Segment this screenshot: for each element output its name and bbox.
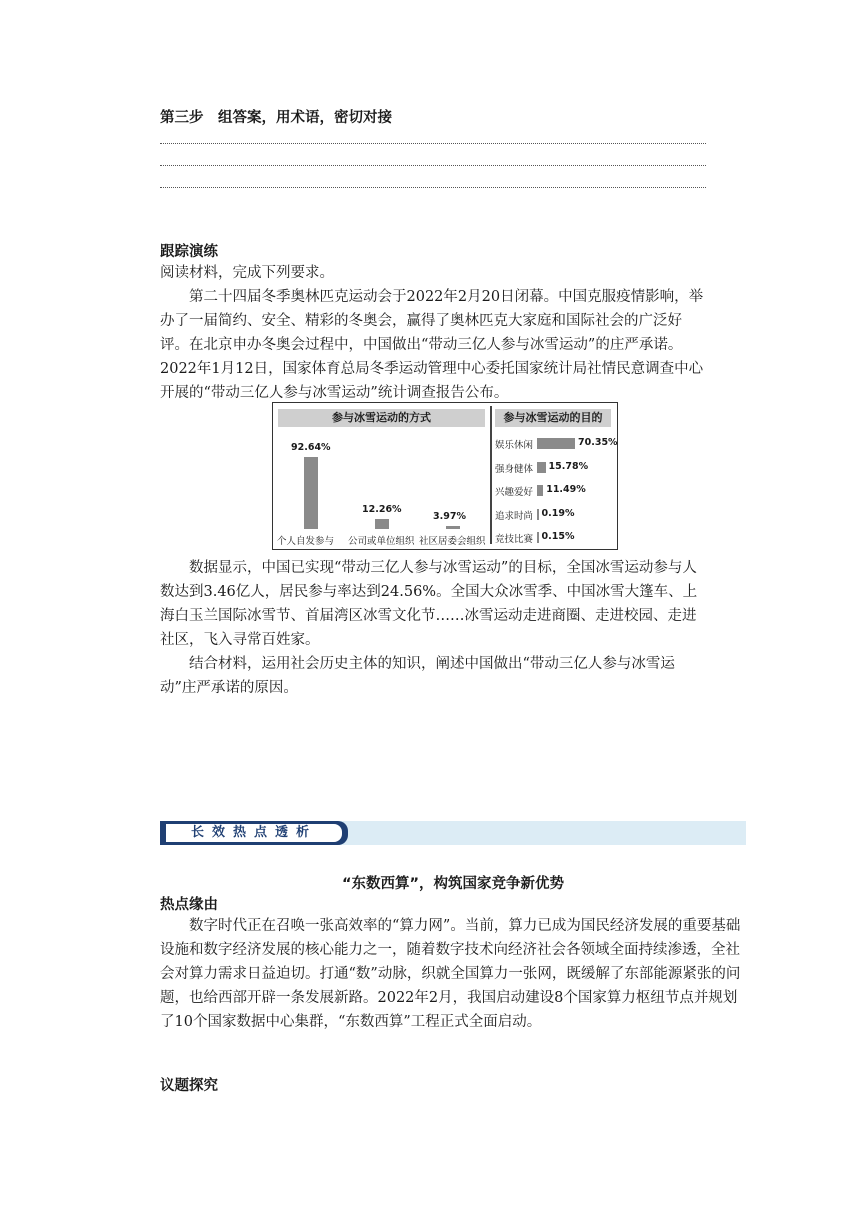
method-value-label: 12.26%	[362, 504, 402, 516]
method-category-label: 个人自发参与	[277, 536, 335, 547]
purpose-bar	[537, 509, 539, 520]
method-value-label: 3.97%	[433, 510, 466, 522]
step3-heading: 第三步 组答案，用术语，密切对接	[160, 110, 392, 126]
practice-heading: 跟踪演练	[160, 244, 218, 260]
method-bar	[304, 457, 318, 529]
practice-paragraph-3: 数据显示，中国已实现“带动三亿人参与冰雪运动”的目标，全国冰雪运动参与人数达到3.46亿人，居民参与率达到24.56%。全国大众冰雪季、中国冰雪大篷车、上海白玉兰国际冰雪节、首届湾区冰雪文化节……冰雪运动走进商圈、走进校园、走进社区，飞入寻常百姓家。	[160, 560, 698, 648]
answer-line-2	[160, 165, 706, 166]
practice-paragraph-2: 在北京申办冬奥会过程中，中国做出“带动三亿人参与冰雪运动”的庄严承诺。2022年1月12日，国家体育总局冬季运动管理中心委托国家统计局社情民意调查中心开展的“带动三亿人参与冰雪运动”统计调查报告公布。	[160, 337, 704, 401]
practice-question: 结合材料，运用社会历史主体的知识，阐述中国做出“带动三亿人参与冰雪运动”庄严承诺的原因。	[160, 656, 675, 696]
banner-tab	[160, 821, 348, 845]
purpose-value-label: 15.78%	[548, 460, 589, 472]
purpose-category-label: 娱乐休闲	[495, 440, 534, 451]
purpose-bar	[537, 438, 575, 449]
answer-line-1	[160, 143, 706, 144]
purpose-bar	[537, 532, 539, 543]
method-category-label: 社区居委会组织	[419, 536, 486, 547]
survey-chart	[272, 402, 618, 550]
hotspot-title: “东数西算”，构筑国家竞争新优势	[341, 876, 565, 892]
purpose-category-label: 追求时尚	[495, 510, 534, 522]
method-bar	[375, 519, 389, 529]
banner-label: 长效热点透析	[166, 824, 342, 842]
answer-line-3	[160, 187, 706, 188]
purpose-bar	[537, 485, 543, 496]
method-category-label: 公司或单位组织	[348, 536, 415, 547]
method-bar	[446, 526, 460, 529]
purpose-category-label: 兴趣爱好	[495, 487, 534, 498]
purpose-category-label: 强身健体	[495, 463, 534, 475]
practice-paragraph-1: 第二十四届冬季奥林匹克运动会于2022年2月20日闭幕。中国克服疫情影响，举办了一届简约、安全、精彩的冬奥会，赢得了奥林匹克大家庭和国际社会的广泛好评。	[160, 289, 704, 353]
section-banner	[160, 821, 746, 845]
chart-divider	[490, 406, 492, 544]
purpose-value-label: 70.35%	[578, 437, 618, 448]
chart-left-title: 参与冰雪运动的方式	[278, 409, 485, 427]
purpose-value-label: 0.19%	[541, 507, 575, 519]
method-value-label: 92.64%	[291, 442, 331, 453]
hotspot-origin-heading: 热点缘由	[160, 897, 218, 913]
explore-heading: 议题探究	[160, 1078, 218, 1094]
purpose-bar	[537, 462, 546, 473]
chart-right-title: 参与冰雪运动的目的	[495, 409, 611, 427]
purpose-category-label: 竞技比赛	[495, 534, 534, 545]
practice-instruction: 阅读材料，完成下列要求。	[160, 265, 334, 281]
purpose-value-label: 11.49%	[546, 484, 586, 495]
hotspot-origin-text: 数字时代正在召唤一张高效率的“算力网”。当前，算力已成为国民经济发展的重要基础设施和数字经济发展的核心能力之一，随着数字技术向经济社会各领域全面持续渗透，全社会对算力需求日益迫切。打通“数”动脉，织就全国算力一张网，既缓解了东部能源紧张的问题，也给西部开辟一条发展新路。2022年2月，我国启动建设8个国家算力枢纽节点并规划了10个国家数据中心集群，“东数西算”工程正式全面启动。	[160, 918, 741, 1030]
purpose-value-label: 0.15%	[541, 531, 575, 542]
